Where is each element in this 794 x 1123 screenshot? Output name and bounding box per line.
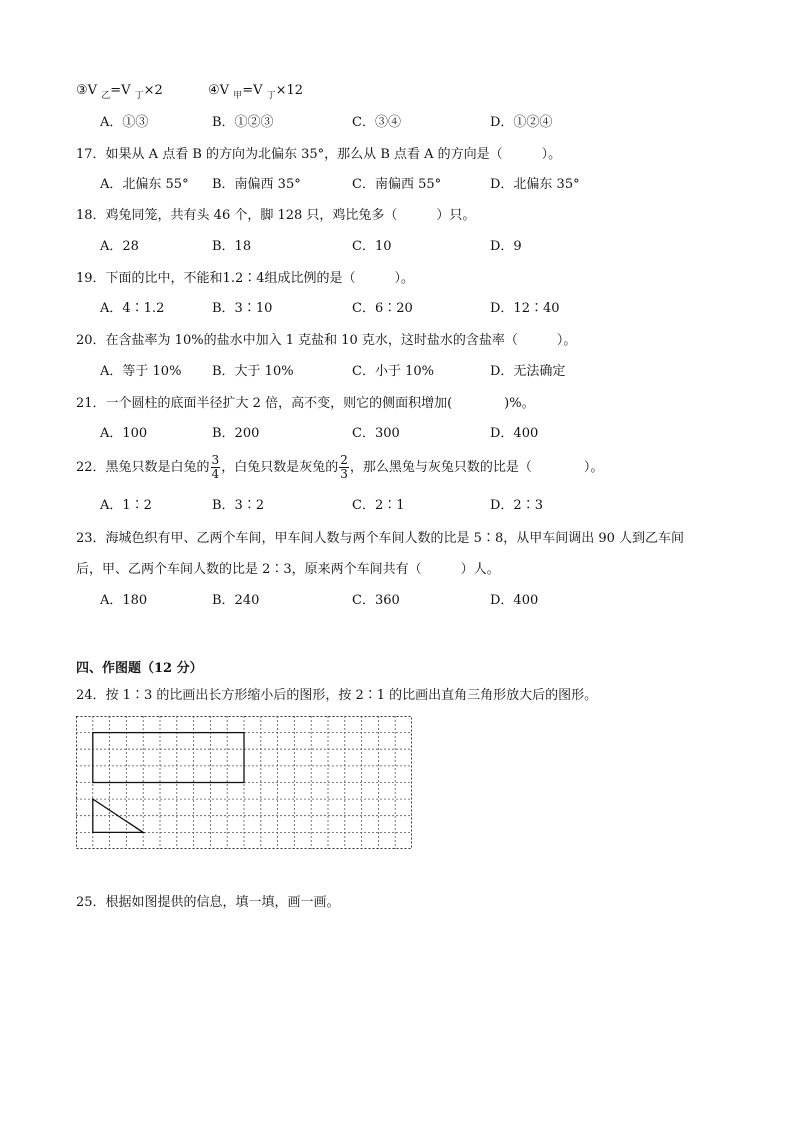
q22-text (76, 452, 603, 484)
q18-option-c[interactable]: C．10 (352, 239, 392, 254)
q21-option-d[interactable]: D．400 (490, 426, 539, 441)
q16-item4-pre: ④V (208, 83, 234, 98)
q16-item3-sub: 乙 (101, 91, 111, 101)
q20-option-c[interactable]: C．小于 10% (352, 364, 434, 379)
q22-option-b[interactable]: B．3∶2 (212, 498, 265, 513)
q25-text: 25．根据如图提供的信息，填一填，画一画。 (76, 895, 340, 910)
q16-item4-sub: 甲 (233, 91, 243, 101)
q18-option-a[interactable]: A．28 (100, 239, 139, 254)
q21-option-c[interactable]: C．300 (352, 426, 400, 441)
q23-text-line1: 23．海城色织有甲、乙两个车间，甲车间人数与两个车间人数的比是 5∶8，从甲车间调出 90 人到乙车间 (76, 531, 685, 546)
q16-item3-post: ×2 (143, 83, 163, 98)
fraction-denominator: 3 (340, 467, 348, 481)
q17-option-b[interactable]: B．南偏西 35° (212, 177, 301, 192)
q16-item3-pre: ③V (76, 83, 102, 98)
q16-item3-mid: =V (110, 83, 135, 98)
q19-option-a[interactable]: A．4∶1.2 (100, 301, 165, 316)
q20-option-a[interactable]: A．等于 10% (100, 364, 182, 379)
q23-option-b[interactable]: B．240 (212, 593, 260, 608)
q16-option-a[interactable]: A．①③ (100, 115, 149, 130)
q24-drawing-grid[interactable] (76, 716, 412, 849)
q23-option-c[interactable]: C．360 (352, 593, 400, 608)
q16-item3-sub2: 丁 (134, 91, 144, 101)
q23-option-d[interactable]: D．400 (490, 593, 539, 608)
fraction-numerator: 3 (211, 453, 220, 467)
q19-option-d[interactable]: D．12∶40 (490, 301, 560, 316)
fraction-denominator: 4 (211, 467, 220, 481)
q20-option-d[interactable]: D．无法确定 (490, 364, 566, 379)
q21-option-a[interactable]: A．100 (100, 426, 148, 441)
grid-svg (76, 716, 412, 849)
q16-item4-mid: =V (242, 83, 267, 98)
q22-option-d[interactable]: D．2∶3 (490, 498, 543, 513)
q16-option-c[interactable]: C．③④ (352, 115, 401, 130)
q19-option-b[interactable]: B．3∶10 (212, 301, 273, 316)
q18-option-d[interactable]: D．9 (490, 239, 522, 254)
q16-option-d[interactable]: D．①②④ (490, 115, 553, 130)
fraction-numerator: 2 (340, 453, 348, 467)
q22-text-post: ，那么黑兔与灰兔只数的比是（ ）。 (349, 460, 604, 475)
q22-fraction-1 (211, 454, 221, 481)
q17-text: 17．如果从 A 点看 B 的方向为北偏东 35°，那么从 B 点看 A 的方向是（ ）。 (76, 147, 562, 162)
q22-option-a[interactable]: A．1∶2 (100, 498, 152, 513)
section-title: 四、作图题（12 分） (76, 661, 203, 676)
q18-text: 18．鸡兔同笼，共有头 46 个，脚 128 只，鸡比兔多（ ）只。 (76, 208, 476, 223)
q24-text: 24．按 1∶3 的比画出长方形缩小后的图形，按 2∶1 的比画出直角三角形放大后的图形。 (76, 688, 598, 703)
q16-item-3 (76, 82, 163, 101)
q18-option-b[interactable]: B．18 (212, 239, 252, 254)
q16-item-4 (208, 82, 303, 101)
q22-fraction-2 (339, 454, 349, 481)
q19-option-c[interactable]: C．6∶20 (352, 301, 413, 316)
q20-text: 20．在含盐率为 10%的盐水中加入 1 克盐和 10 克水，这时盐水的含盐率（ ）。 (76, 333, 577, 348)
q21-text: 21．一个圆柱的底面半径扩大 2 倍，高不变，则它的侧面积增加( )%。 (76, 396, 535, 411)
q22-option-c[interactable]: C．2∶1 (352, 498, 405, 513)
q19-text: 19．下面的比中，不能和1.2∶4组成比例的是（ ）。 (76, 271, 414, 286)
q16-item4-post: ×12 (275, 83, 304, 98)
q22-text-mid: ，白兔只数是灰兔的 (221, 460, 339, 475)
q21-option-b[interactable]: B．200 (212, 426, 260, 441)
q22-text-pre: 22．黑兔只数是白兔的 (76, 460, 210, 475)
q16-item4-sub2: 丁 (266, 91, 276, 101)
q17-option-c[interactable]: C．南偏西 55° (352, 177, 442, 192)
rectangle-shape (93, 733, 244, 783)
q17-option-a[interactable]: A．北偏东 55° (100, 177, 189, 192)
q23-option-a[interactable]: A．180 (100, 593, 148, 608)
q16-option-b[interactable]: B．①②③ (212, 115, 274, 130)
q20-option-b[interactable]: B．大于 10% (212, 364, 294, 379)
q17-option-d[interactable]: D．北偏东 35° (490, 177, 580, 192)
q23-text-line2: 后，甲、乙两个车间人数的比是 2∶3，原来两个车间共有（ ）人。 (76, 562, 500, 577)
